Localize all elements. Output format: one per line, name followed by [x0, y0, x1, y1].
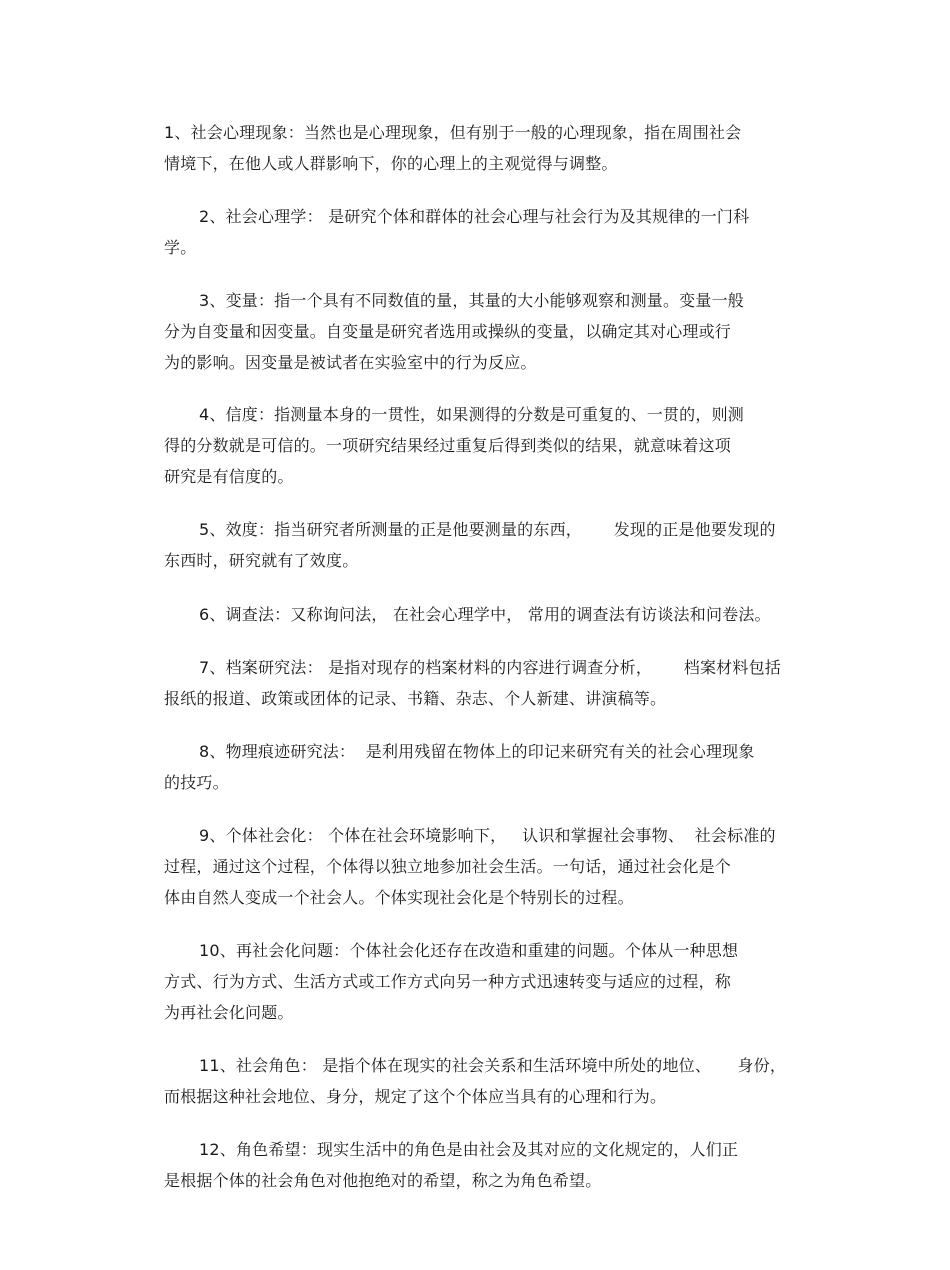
paragraph-line: 报纸的报道、政策或团体的记录、书籍、杂志、个人新建、讲演稿等。	[164, 689, 667, 708]
paragraph-line: 是根据个体的社会角色对他抱绝对的希望，称之为角色希望。	[164, 1171, 602, 1190]
paragraph-line: 的技巧。	[164, 773, 229, 792]
paragraph-line: 5、效度：指当研究者所测量的正是他要测量的东西， 发现的正是他要发现的	[199, 520, 776, 539]
paragraph-line: 为再社会化问题。	[164, 1003, 294, 1022]
paragraph-line: 分为自变量和因变量。自变量是研究者选用或操纵的变量，以确定其对心理或行	[164, 322, 732, 341]
paragraph-line: 4、信度：指测量本身的一贯性，如果测得的分数是可重复的、一贯的，则测	[199, 405, 744, 424]
paragraph-line: 学。	[164, 238, 197, 257]
paragraph-line: 7、档案研究法： 是指对现存的档案材料的内容进行调查分析， 档案材料包括	[199, 658, 781, 677]
paragraph-line: 2、社会心理学： 是研究个体和群体的社会心理与社会行为及其规律的一门科	[199, 207, 750, 226]
paragraph-line: 东西时，研究就有了效度。	[164, 551, 359, 570]
paragraph-line: 11、社会角色： 是指个体在现实的社会关系和生活环境中所处的地位、 身份，	[199, 1056, 787, 1075]
paragraph-line: 情境下，在他人或人群影响下，你的心理上的主观觉得与调整。	[164, 154, 618, 173]
paragraph-line: 得的分数就是可信的。一项研究结果经过重复后得到类似的结果，就意味着这项	[164, 436, 732, 455]
paragraph-line: 9、个体社会化： 个体在社会环境影响下， 认识和掌握社会事物、 社会标准的	[199, 826, 776, 845]
paragraph-line: 6、调查法：又称询问法， 在社会心理学中， 常用的调查法有访谈法和问卷法。	[199, 605, 771, 624]
paragraph-line: 1、社会心理现象：当然也是心理现象，但有别于一般的心理现象，指在周围社会	[164, 123, 742, 142]
paragraph-line: 而根据这种社会地位、身分，规定了这个个体应当具有的心理和行为。	[164, 1087, 667, 1106]
paragraph-line: 3、变量：指一个具有不同数值的量，其量的大小能够观察和测量。变量一般	[199, 291, 744, 310]
paragraph-line: 过程，通过这个过程，个体得以独立地参加社会生活。一句话，通过社会化是个	[164, 857, 732, 876]
paragraph-line: 10、再社会化问题：个体社会化还存在改造和重建的问题。个体从一种思想	[199, 941, 739, 960]
paragraph-line: 体由自然人变成一个社会人。个体实现社会化是个特别长的过程。	[164, 888, 634, 907]
paragraph-line: 研究是有信度的。	[164, 467, 294, 486]
paragraph-line: 12、角色希望：现实生活中的角色是由社会及其对应的文化规定的，人们正	[199, 1140, 739, 1159]
paragraph-line: 为的影响。因变量是被试者在实验室中的行为反应。	[164, 353, 537, 372]
paragraph-line: 8、物理痕迹研究法： 是利用残留在物体上的印记来研究有关的社会心理现象	[199, 742, 755, 761]
paragraph-line: 方式、行为方式、生活方式或工作方式向另一种方式迅速转变与适应的过程，称	[164, 972, 732, 991]
